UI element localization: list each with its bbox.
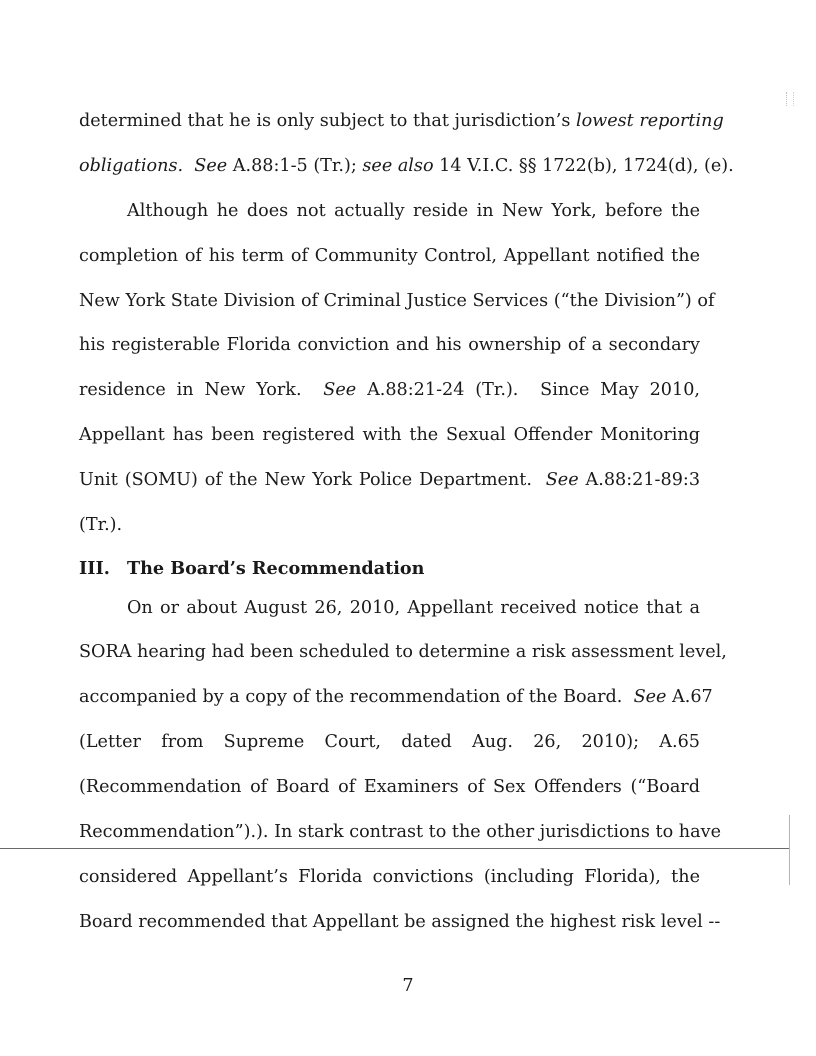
paragraph-2-line-7: Unit (SOMU) of the New York Police Department. See A.88:21-89:3 [79,470,701,490]
section-heading-title: The Board’s Recommendation [127,558,425,579]
paragraph-2-line-3: New York State Division of Criminal Justice Services (“the Division”) of [79,291,715,311]
paragraph-3-line-3: accompanied by a copy of the recommendation of the Board. See A.67 [79,687,713,707]
paragraph-3-line-6: Recommendation”).). In stark contrast to the other jurisdictions to have [79,822,721,842]
paragraph-3-line-7: considered Appellant’s Florida convictions (including Florida), the [79,867,700,887]
paragraph-2-line-8: (Tr.). [79,515,123,535]
paragraph-2-line-1: Although he does not actually reside in New York, before the [127,201,700,221]
paragraph-2-line-4: his registerable Florida conviction and his ownership of a secondary [79,335,700,355]
paragraph-3-line-2: SORA hearing had been scheduled to determine a risk assessment level, [79,642,727,662]
paragraph-2-line-2: completion of his term of Community Control, Appellant notified the [79,246,700,266]
section-heading [79,558,700,580]
scan-artifact-mark [786,92,794,106]
page-number: 7 [402,976,414,996]
scan-divider-line [0,848,790,849]
paragraph-2-line-6: Appellant has been registered with the Sexual Offender Monitoring [79,425,700,445]
paragraph-3-line-1: On or about August 26, 2010, Appellant received notice that a [127,598,700,618]
paragraph-3-line-8: Board recommended that Appellant be assigned the highest risk level -- [79,912,721,932]
paragraph-1-line-2: obligations. See A.88:1-5 (Tr.); see also 14 V.I.C. §§ 1722(b), 1724(d), (e). [79,156,734,176]
scan-divider-edge [789,815,790,885]
paragraph-3-line-5: (Recommendation of Board of Examiners of Sex Offenders (“Board [79,777,700,797]
section-heading-number: III. [79,558,110,579]
paragraph-1-line-1: determined that he is only subject to that jurisdiction’s lowest reporting [79,111,724,131]
paragraph-2-line-5: residence in New York. See A.88:21-24 (Tr.). Since May 2010, [79,380,700,400]
paragraph-3-line-4: (Letter from Supreme Court, dated Aug. 26, 2010); A.65 [79,732,700,752]
